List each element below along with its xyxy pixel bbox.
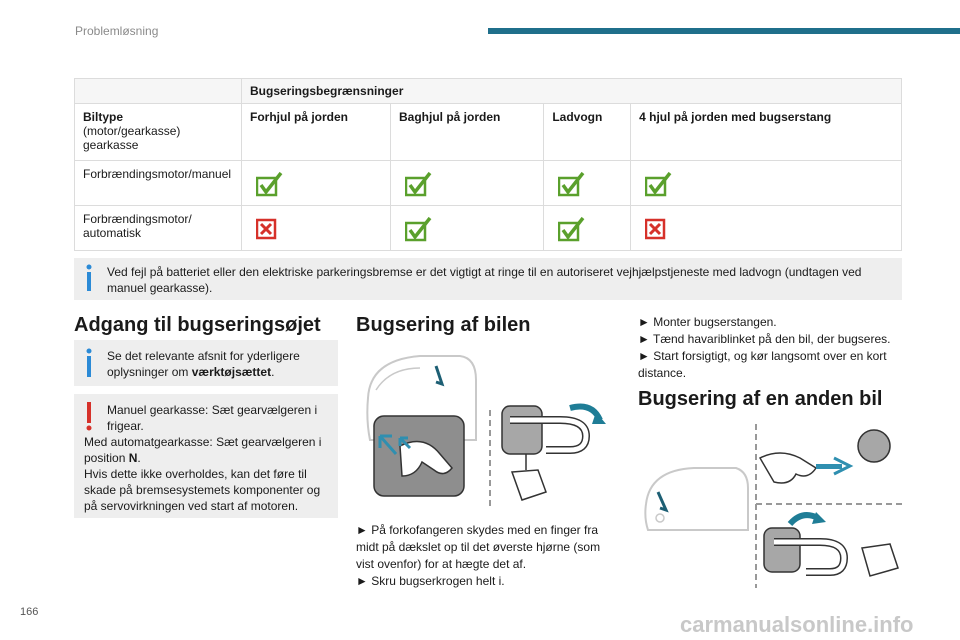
table-title: Bugseringsbegrænsninger — [242, 79, 902, 104]
vehicle-type-sub1: (motor/gearkasse) — [83, 124, 181, 138]
step-1: ► På forkofangeren skydes med en finger fra midt på dækslet op til det øverste hjørne (som vist ovenfor) for at hægte det af. — [356, 523, 601, 571]
row-label-line1: Forbrændingsmotor/ — [83, 212, 192, 226]
access-section-title: Adgang til bugseringsøjet — [74, 314, 321, 336]
gear-warning-text — [84, 402, 334, 514]
row-label: Forbrændingsmotor/manuel — [75, 161, 242, 206]
mark-cell — [391, 161, 544, 206]
mark-cell — [242, 161, 391, 206]
step-2: ► Skru bugserkrogen helt i. — [356, 574, 505, 588]
row-label — [75, 206, 242, 251]
step-3: ► Monter bugserstangen. — [638, 315, 777, 329]
check-icon — [552, 171, 622, 197]
mark-cell — [631, 161, 902, 206]
table-corner-cell — [75, 79, 242, 104]
warning-line2 — [84, 434, 334, 466]
column-header: 4 hjul på jorden med bugserstang — [631, 104, 902, 161]
check-icon — [399, 216, 535, 242]
table-row — [75, 206, 902, 251]
step-5: ► Start forsigtigt, og kør langsomt over en kort distance. — [638, 349, 887, 380]
warning-line2-end: . — [137, 451, 141, 465]
mark-cell — [631, 206, 902, 251]
battery-info-text: Ved fejl på batteriet eller den elektriske parkeringsbremse er det vigtigt at ringe til en autoriseret vejhjælpstjeneste med ladvogn (undtagen ved manuel gearkasse). — [107, 265, 862, 295]
check-icon — [399, 171, 535, 197]
towing-limits-table — [74, 78, 902, 251]
tow-eye-cover-illustration — [360, 350, 610, 515]
cross-icon — [250, 216, 382, 242]
info-icon — [84, 264, 94, 296]
battery-info-notice — [74, 258, 902, 300]
cross-icon — [639, 216, 893, 242]
warning-line3: Hvis dette ikke overholdes, kan det føre til skade på bremsesystemets komponenter og på servovirkningen ved start af motoren. — [84, 467, 321, 513]
toolkit-info-notice — [74, 340, 338, 386]
mark-cell — [242, 206, 391, 251]
column-header: Forhjul på jorden — [242, 104, 391, 161]
toolkit-info-bold: værktøjsættet — [191, 365, 272, 379]
column-header: Baghjul på jorden — [391, 104, 544, 161]
toolkit-info-text — [107, 348, 329, 380]
vehicle-type-header — [75, 104, 242, 161]
row-label-line2: automatisk — [83, 226, 142, 240]
table-row — [75, 161, 902, 206]
section-header-title: Problemløsning — [75, 24, 159, 38]
info-icon — [84, 348, 94, 382]
tow-other-car-illustration — [640, 418, 902, 601]
table-header-row — [75, 104, 902, 161]
check-icon — [639, 171, 893, 197]
column-header: Ladvogn — [544, 104, 631, 161]
warning-line1: Manuel gearkasse: Sæt gearvælgeren i frigear. — [107, 403, 318, 433]
tow-car-section-title: Bugsering af bilen — [356, 314, 531, 336]
vehicle-type-sub2: gearkasse — [83, 138, 139, 152]
tow-other-section-title: Bugsering af en anden bil — [638, 388, 883, 410]
table-title-row — [75, 79, 902, 104]
toolkit-info-end: . — [271, 365, 275, 379]
tow-car-steps — [356, 522, 608, 590]
warning-line2-bold: N — [128, 451, 138, 465]
watermark: carmanualsonline.info — [680, 612, 914, 637]
check-icon — [552, 216, 622, 242]
mark-cell — [544, 206, 631, 251]
warning-line2-text: Med automatgearkasse: Sæt gearvælgeren i position — [84, 435, 322, 465]
mark-cell — [391, 206, 544, 251]
header-accent-bar — [488, 28, 960, 34]
page-number: 166 — [20, 606, 39, 618]
toolkit-info-body: Se det relevante afsnit for yderligere oplysninger om — [107, 349, 300, 379]
right-column-steps — [638, 314, 906, 382]
gear-warning-notice — [74, 394, 338, 518]
step-4: ► Tænd havariblinket på den bil, der bugseres. — [638, 332, 891, 346]
check-icon — [250, 171, 382, 197]
mark-cell — [544, 161, 631, 206]
vehicle-type-title: Biltype — [83, 110, 124, 124]
